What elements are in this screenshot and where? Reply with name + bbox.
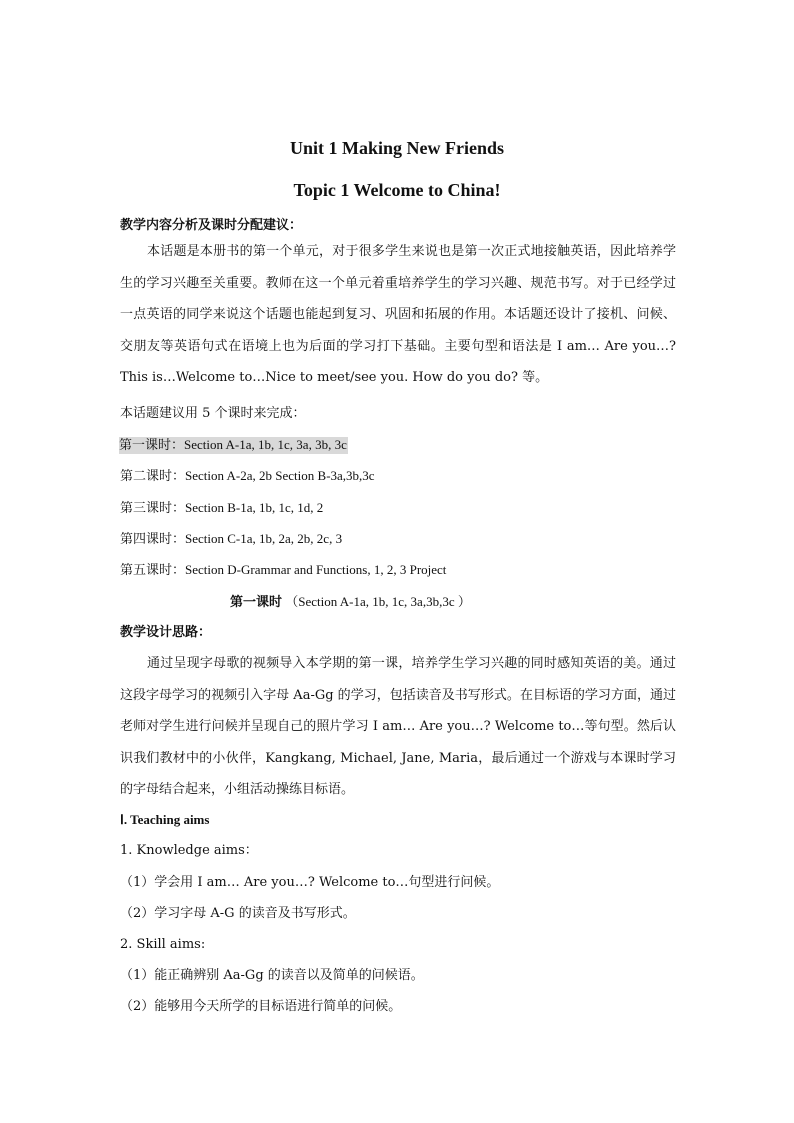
lesson-content: Section A-2a, 2b Section B-3a,3b,3c: [185, 468, 375, 483]
lesson-suggestion: 本话题建议用 5 个课时来完成：: [120, 406, 306, 421]
design-paragraph: 通过呈现字母歌的视频导入本学期的第一课，培养学生学习兴趣的同时感知英语的美。通过这段字母学习的视频引入字母 Aa-Gg 的学习，包括读音及书写形式。在目标语的学习方面，通过老师对学生进行问候并呈现自己的照片学习 I am… Are you…? Welcome to…等句型。然后认识我们教材中的小伙伴，Kangkang, Michael, Jane, Maria，最后通过一个游戏与本课时学习的字母结合起来，小组活动操练目标语。: [120, 656, 676, 797]
lesson-line-1: [119, 437, 348, 454]
lesson-label: 第二课时：: [120, 469, 186, 484]
analysis-paragraph: 本话题是本册书的第一个单元，对于很多学生来说也是第一次正式地接触英语，因此培养学生的学习兴趣至关重要。教师在这一个单元着重培养学生的学习兴趣、规范书写。对于已经学过一点英语的同学来说这个话题也能起到复习、巩固和拓展的作用。本话题还设计了接机、问候、交朋友等英语句式在语境上也为后面的学习打下基础。主要句型和语法是 I am… Are you…? This is…Welcome to…Nice to meet/see you. How do you do? 等。: [120, 244, 676, 385]
teaching-aims-heading: Ⅰ. Teaching aims: [120, 812, 210, 827]
lesson-line-3: [120, 500, 323, 517]
lesson-line-4: [120, 531, 342, 548]
lesson-label: 第四课时：: [120, 532, 186, 547]
lesson-label: 第三课时：: [120, 501, 186, 516]
unit-title: Unit 1 Making New Friends: [289, 138, 504, 158]
lesson-content: Section A-1a, 1b, 1c, 3a, 3b, 3c: [184, 437, 347, 452]
knowledge-aim-item: （1）学会用 I am… Are you…? Welcome to…句型进行问候。: [120, 875, 500, 890]
lesson-line-5: [120, 562, 446, 579]
lesson-line-2: [120, 468, 375, 485]
lesson1-heading-label: 第一课时: [230, 595, 283, 610]
skill-aim-item: （1）能正确辨别 Aa-Gg 的读音以及简单的问候语。: [120, 968, 424, 983]
lesson-content: Section B-1a, 1b, 1c, 1d, 2: [185, 500, 324, 515]
lesson1-heading-section: （Section A-1a, 1b, 1c, 3a,3b,3c ）: [282, 594, 471, 609]
knowledge-aim-item: （2）学习字母 A-G 的读音及书写形式。: [120, 906, 356, 921]
skill-aim-item: （2）能够用今天所学的目标语进行简单的问候。: [120, 999, 402, 1014]
lesson-content: Section D-Grammar and Functions, 1, 2, 3 Project: [185, 562, 447, 577]
lesson1-heading: [230, 594, 471, 611]
lesson-content: Section C-1a, 1b, 2a, 2b, 2c, 3: [185, 531, 343, 546]
knowledge-aims-heading: 1. Knowledge aims：: [120, 843, 258, 858]
skill-aims-heading: 2. Skill aims:: [120, 937, 206, 952]
analysis-heading: 教学内容分析及课时分配建议：: [120, 218, 303, 233]
lesson-label: 第一课时：: [119, 438, 185, 453]
topic-title: Topic 1 Welcome to China!: [293, 180, 501, 200]
design-heading: 教学设计思路：: [120, 625, 212, 640]
lesson-label: 第五课时：: [120, 563, 186, 578]
